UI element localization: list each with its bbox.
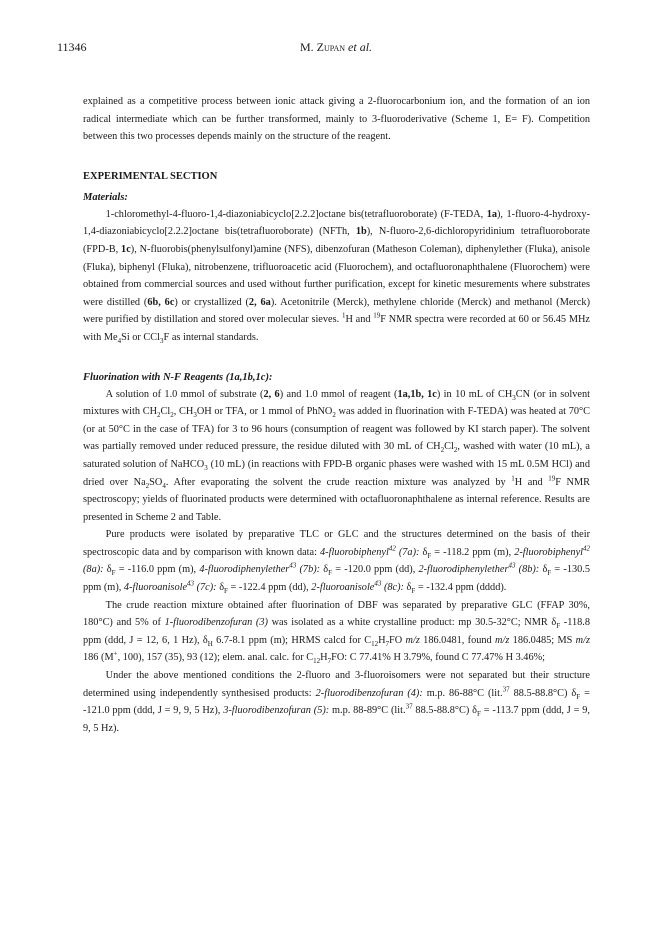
intro-paragraph: explained as a competitive process between ionic attack giving a 2-fluorocarbonium ion, and the formation of an ion radical intermediate which can be further transformed, mainly to 3-fluoroderivative (Scheme 1, E= F). Competition between this two processes depends mainly on the structure of the reagent.	[83, 96, 590, 143]
page-number: 11346	[57, 40, 87, 54]
isomers-paragraph: Under the above mentioned conditions the 2-fluoro and 3-fluoroisomers were not separated but their structure determined using independently synthesised products: 2-fluorodibenzofuran (4): m.p. 86-88°C (lit.$^{37}$ 88.5-88.8°C) $\delta_F = -121.0$ ppm (ddd, J = 9, 9, 5 Hz), 3-fluorodibenzofuran (5): m.p. 88-89°C (lit.$^{37}$ 88.5-88.8°C) $\delta_F = -113.7$ ppm (ddd, J = 9, 9, 5 Hz).	[83, 670, 590, 734]
page-header	[57, 40, 615, 56]
crude-mixture-paragraph: The crude reaction mixture obtained after fluorination of DBF was separated by preparative GLC (FFAP 30%, 180°C) and 5% of 1-fluorodibenzofuran (3) was isolated as a white crystalline product: mp 30.5-32°C; NMR $\delta_F$ -118.8 ppm (ddd, J = 12, 6, 1 Hz), $\delta_H$ 6.7-8.1 ppm (m); HRMS calcd for $C_{12}H_7FO$ m/z 186.0481, found m/z 186.0485; MS m/z 186 (M+, 100), 157 (35), 93 (12); elem. anal. calc. for $C_{12}H_7FO$: C 77.41% H 3.79%, found C 77.47% H 3.46%;	[83, 599, 591, 666]
materials-heading: Materials:	[83, 191, 128, 203]
article-body	[83, 93, 590, 737]
pure-products-paragraph: Pure products were isolated by preparative TLC or GLC and the structures determined on the basis of their spectroscopic data and by comparison with known data: 4-fluorobiphenyl$^{42}$ (7a): $\delta_F = -118.2$ ppm (m), 2-fluorobiphenyl$^{42}$ (8a): $\delta_F = -116.0$ ppm (m), 4-fluorodiphenylether$^{43}$ (7b): $\delta_F = -120.0$ ppm (dd), 2-fluorodiphenylether$^{43}$ (8b): $\delta_F = -130.5$ ppm (m), 4-fluoroanisole$^{43}$ (7c): $\delta_F = -122.4$ ppm (dd), 2-fluoroanisole$^{43}$ (8c): $\delta_F = -132.4$ ppm (dddd).	[83, 529, 591, 596]
fluorination-procedure-paragraph: A solution of 1.0 mmol of substrate (2, 6) and 1.0 mmol of reagent (1a,1b, 1c) in 10 mL of $CH_3CN$ (or in solvent mixtures with $CH_2Cl_2$, $CH_3OH$ or TFA, or 1 mmol of PhNO$_2$ was added in fluorination with F-TEDA) was heated at 70°C (or at 50°C in the case of TFA) for 3 to 96 hours (consumption of reagent was followed by KI starch paper). The solvent was partially removed under reduced pressure, the residue diluted with 30 mL of $CH_2Cl_2$, washed with water (10 mL), a saturated solution of NaHCO$_3$ (10 mL) (in reactions with FPD-B organic phases were washed with 15 mL 0.5M HCl) and dried over $Na_2SO_4$. After evaporating the solvent the crude reaction mixture was analyzed by $^1$H and $^{19}$F NMR spectroscopy; yields of fluorinated products were determined with octafluoronaphthalene as internal reference. Results are presented in Scheme 2 and Table.	[83, 388, 591, 523]
fluorination-heading: Fluorination with N-F Reagents (1a,1b,1c):	[83, 371, 273, 383]
materials-paragraph: 1-chloromethyl-4-fluoro-1,4-diazoniabicyclo[2.2.2]octane bis(tetrafluoroborate) (F-TEDA, 1a), 1-fluoro-4-hydroxy-1,4-diazoniabicyclo[2.2.2]octane bis(tetrafluoroborate) (NFTh, 1b), N-fluoro-2,6-dichloropyridinium tetrafluoroborate (FPD-B, 1c), N-fluorobis(phenylsulfonyl)amine (NFS), dibenzofuran (Matheson Coleman), diphenylether (Fluka), anisole (Fluka), biphenyl (Fluka), nitrobenzene, trifluoroacetic acid (Fluorochem), and octafluoronaphthalene (Fluorochem) were obtained from commercial sources and used without further purification, except for kinetic mesurements where substrates were distilled (6b, 6c) or crystallized (2, 6a). Acetonitrile (Merck), methylene chloride (Merck) and methanol (Merck) were purified by distillation and stored over molecular sieves. $^1$H and $^{19}$F NMR spectra were recorded at 60 or 56.45 MHz with $Me_4Si$ or CCl$_3$F as internal standards.	[83, 208, 591, 345]
experimental-section-heading: EXPERIMENTAL SECTION	[83, 170, 218, 182]
running-head: M. Zupan et al.	[299, 40, 373, 54]
